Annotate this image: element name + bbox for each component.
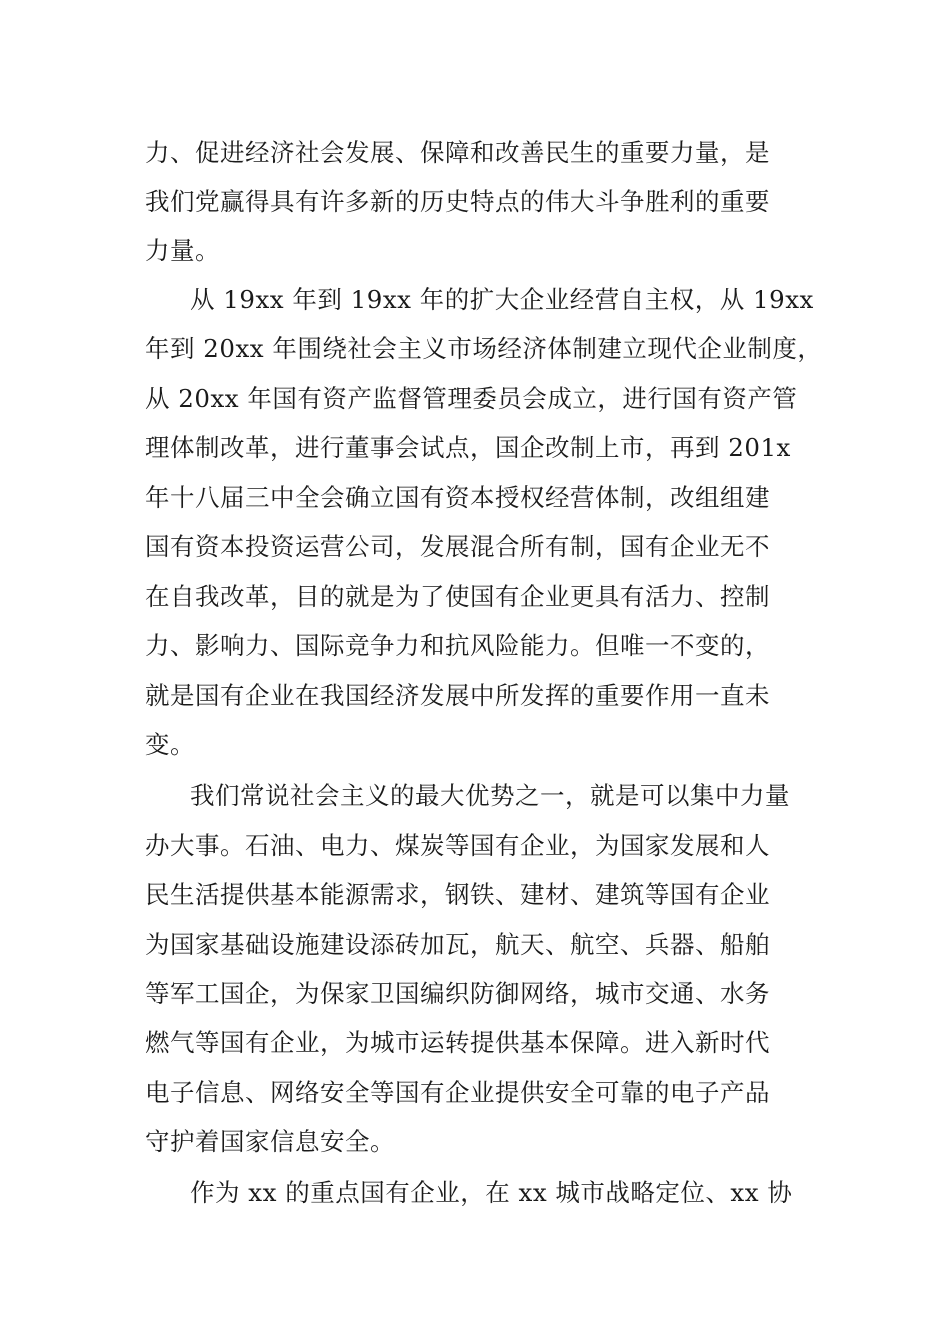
text-line: 理体制改革，进行董事会试点，国企改制上市，再到 201x xyxy=(145,433,791,462)
text-line: 力量。 xyxy=(145,236,220,265)
text-line: 力、促进经济社会发展、保障和改善民生的重要力量，是 xyxy=(145,138,770,167)
text-line: 变。 xyxy=(145,730,195,759)
paragraph-start-line: 我们常说社会主义的最大优势之一，就是可以集中力量 xyxy=(190,781,790,810)
text-line: 燃气等国有企业，为城市运转提供基本保障。进入新时代 xyxy=(145,1028,770,1057)
paragraph-start-line: 作为 xx 的重点国有企业，在 xx 城市战略定位、xx 协 xyxy=(190,1178,793,1207)
text-line: 为国家基础设施建设添砖加瓦，航天、航空、兵器、船舶 xyxy=(145,930,770,959)
text-line: 我们党赢得具有许多新的历史特点的伟大斗争胜利的重要 xyxy=(145,187,770,216)
text-line: 国有资本投资运营公司，发展混合所有制，国有企业无不 xyxy=(145,532,770,561)
text-line: 等军工国企，为保家卫国编织防御网络，城市交通、水务 xyxy=(145,979,770,1008)
text-line: 力、影响力、国际竞争力和抗风险能力。但唯一不变的， xyxy=(145,631,770,660)
text-line: 就是国有企业在我国经济发展中所发挥的重要作用一直未 xyxy=(145,681,770,710)
text-line: 守护着国家信息安全。 xyxy=(145,1127,395,1156)
text-line: 年十八届三中全会确立国有资本授权经营体制，改组组建 xyxy=(145,483,770,512)
text-line: 从 20xx 年国有资产监督管理委员会成立，进行国有资产管 xyxy=(145,384,798,413)
text-line: 办大事。石油、电力、煤炭等国有企业，为国家发展和人 xyxy=(145,831,770,860)
text-line: 民生活提供基本能源需求，钢铁、建材、建筑等国有企业 xyxy=(145,880,770,909)
text-line: 在自我改革，目的就是为了使国有企业更具有活力、控制 xyxy=(145,582,770,611)
text-line: 电子信息、网络安全等国有企业提供安全可靠的电子产品 xyxy=(145,1078,770,1107)
paragraph-start-line: 从 19xx 年到 19xx 年的扩大企业经营自主权，从 19xx xyxy=(190,285,814,314)
text-line: 年到 20xx 年围绕社会主义市场经济体制建立现代企业制度， xyxy=(145,334,823,363)
